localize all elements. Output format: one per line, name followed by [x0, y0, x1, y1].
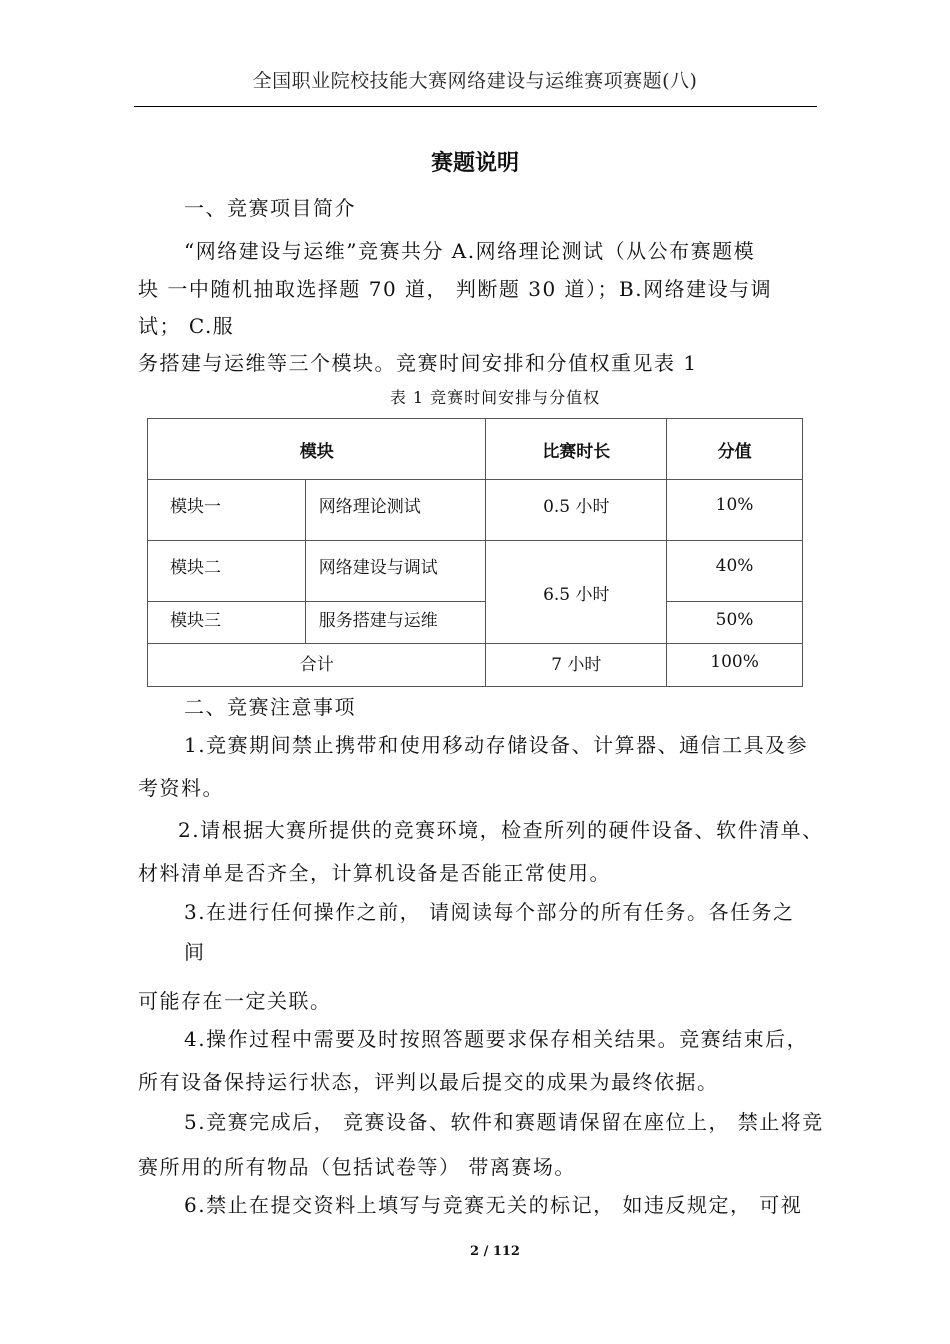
header-module: 模块: [148, 419, 486, 480]
section2-heading: 二、竞赛注意事项: [184, 695, 356, 719]
notice-item-5-line2: 赛所用的所有物品（包括试卷等） 带离赛场。: [138, 1155, 576, 1179]
section1-heading: 一、竞赛项目简介: [184, 196, 356, 220]
module-duration-merged: 6.5 小时: [486, 541, 667, 644]
module-id: 模块二: [148, 541, 306, 602]
total-label: 合计: [148, 644, 486, 687]
section1-para-line3: 试； C.服: [138, 314, 235, 338]
document-title: 赛题说明: [430, 151, 519, 176]
notice-item-2-line1: 2.请根据大赛所提供的竞赛环境，检查所列的硬件设备、软件清单、: [178, 818, 824, 842]
notice-item-5-line1: 5.竞赛完成后， 竞赛设备、软件和赛题请保留在座位上， 禁止将竞: [184, 1110, 824, 1134]
page-header: 全国职业院校技能大赛网络建设与运维赛项赛题(八): [252, 70, 698, 92]
section1-para-line4: 务搭建与运维等三个模块。竞赛时间安排和分值权重见表 1: [138, 351, 698, 375]
header-score: 分值: [667, 419, 803, 480]
table-header-row: [148, 419, 803, 480]
section1-para-line2: 块 一中随机抽取选择题 70 道， 判断题 30 道）；B.网络建设与调: [138, 277, 773, 301]
module-score: 10%: [667, 480, 803, 541]
notice-item-4-line2: 所有设备保持运行状态，评判以最后提交的成果为最终依据。: [138, 1070, 719, 1094]
module-name: 服务搭建与运维: [305, 602, 486, 644]
schedule-table: [147, 418, 803, 687]
table-row: [148, 602, 803, 644]
header-duration: 比赛时长: [486, 419, 667, 480]
notice-item-3-line2: 间: [184, 940, 206, 964]
notice-item-3-line3: 可能存在一定关联。: [138, 989, 332, 1013]
module-duration: 0.5 小时: [486, 480, 667, 541]
header-divider: [134, 106, 817, 107]
table-caption: 表 1 竞赛时间安排与分值权: [389, 388, 601, 407]
module-name: 网络建设与调试: [305, 541, 486, 602]
section1-para-line1: “网络建设与运维”竞赛共分 A.网络理论测试（从公布赛题模: [184, 239, 756, 263]
module-id: 模块一: [148, 480, 306, 541]
table-row: [148, 480, 803, 541]
notice-item-1-line2: 考资料。: [138, 776, 224, 800]
module-name: 网络理论测试: [305, 480, 486, 541]
page-number: 2 / 112: [470, 1244, 520, 1259]
notice-item-3-line1: 3.在进行任何操作之前， 请阅读每个部分的所有任务。各任务之: [184, 900, 795, 924]
total-duration: 7 小时: [486, 644, 667, 687]
notice-item-6-line1: 6.禁止在提交资料上填写与竞赛无关的标记， 如违反规定， 可视: [184, 1193, 803, 1217]
notice-item-2-line2: 材料清单是否齐全，计算机设备是否能正常使用。: [138, 861, 611, 885]
module-score: 50%: [667, 602, 803, 644]
module-score: 40%: [667, 541, 803, 602]
notice-item-1-line1: 1.竞赛期间禁止携带和使用移动存储设备、计算器、通信工具及参: [184, 733, 809, 757]
module-id: 模块三: [148, 602, 306, 644]
table-row: [148, 541, 803, 602]
notice-item-4-line1: 4.操作过程中需要及时按照答题要求保存相关结果。竞赛结束后，: [184, 1027, 809, 1051]
table-total-row: [148, 644, 803, 687]
total-score: 100%: [667, 644, 803, 687]
